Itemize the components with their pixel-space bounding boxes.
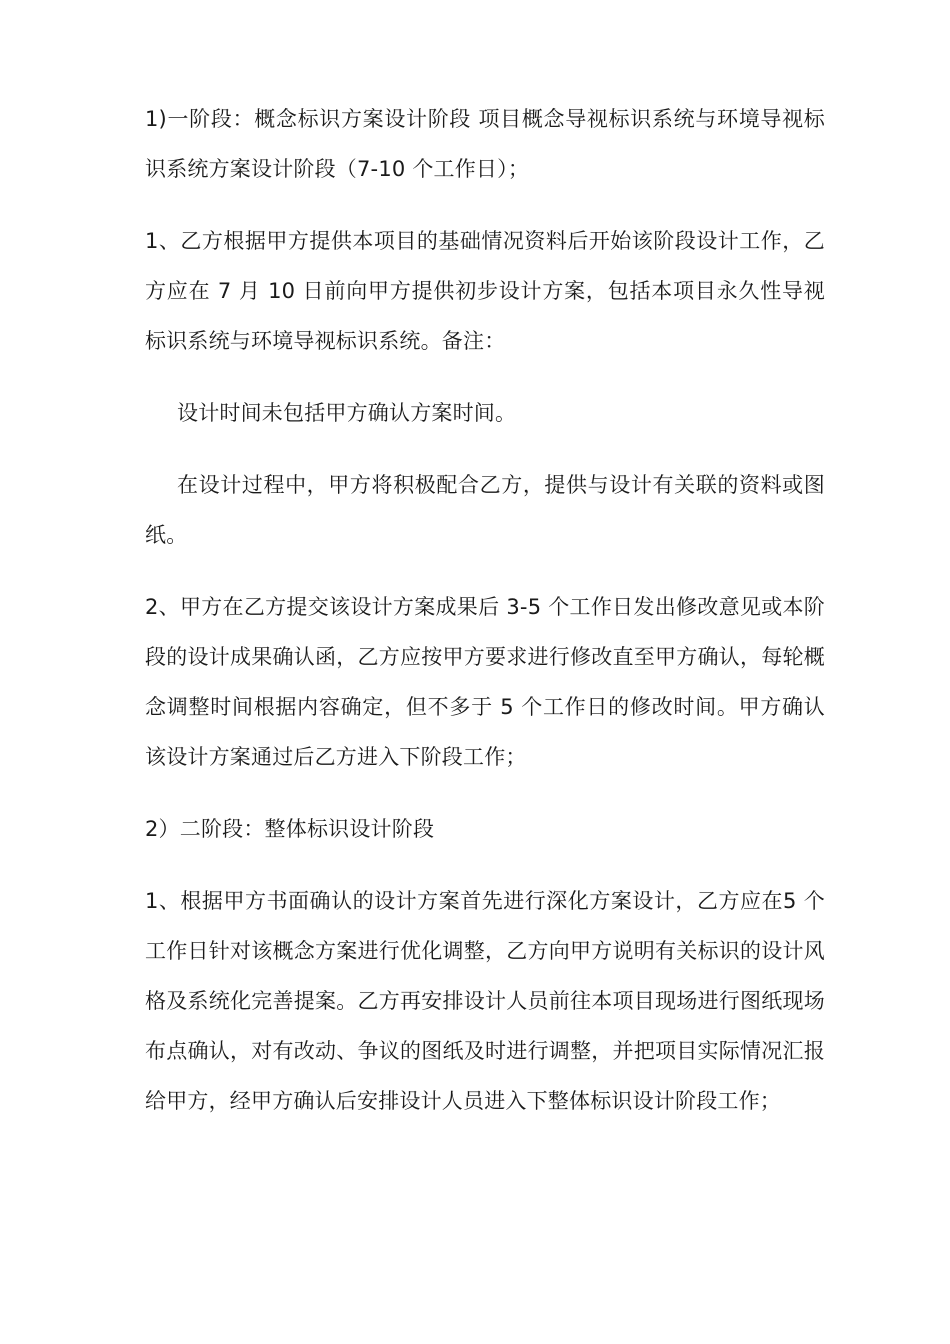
document-body	[145, 94, 825, 1148]
paragraph-stage-one-item-2: 2、甲方在乙方提交该设计方案成果后 3-5 个工作日发出修改意见或本阶段的设计成果确认函，乙方应按甲方要求进行修改直至甲方确认，每轮概念调整时间根据内容确定，但不多于 5 个工作日的修改时间。甲方确认该设计方案通过后乙方进入下阶段工作；	[145, 595, 825, 769]
paragraph-stage-one-heading: 1)一阶段：概念标识方案设计阶段 项目概念导视标识系统与环境导视标识系统方案设计阶段（7-10 个工作日）；	[145, 107, 825, 181]
paragraph-note-design-time: 设计时间未包括甲方确认方案时间。	[177, 401, 517, 425]
paragraph-stage-one-item-1: 1、乙方根据甲方提供本项目的基础情况资料后开始该阶段设计工作，乙方应在 7 月 10 日前向甲方提供初步设计方案，包括本项目永久性导视标识系统与环境导视标识系统。备注：	[145, 229, 825, 353]
paragraph-stage-two-item-1: 1、根据甲方书面确认的设计方案首先进行深化方案设计，乙方应在5 个工作日针对该概念方案进行优化调整，乙方向甲方说明有关标识的设计风格及系统化完善提案。乙方再安排设计人员前往本项目现场进行图纸现场布点确认，对有改动、争议的图纸及时进行调整，并把项目实际情况汇报给甲方，经甲方确认后安排设计人员进入下整体标识设计阶段工作；	[145, 889, 825, 1113]
paragraph-note-cooperation: 在设计过程中，甲方将积极配合乙方，提供与设计有关联的资料或图纸。	[145, 473, 825, 547]
paragraph-stage-two-heading: 2）二阶段：整体标识设计阶段	[145, 817, 435, 841]
